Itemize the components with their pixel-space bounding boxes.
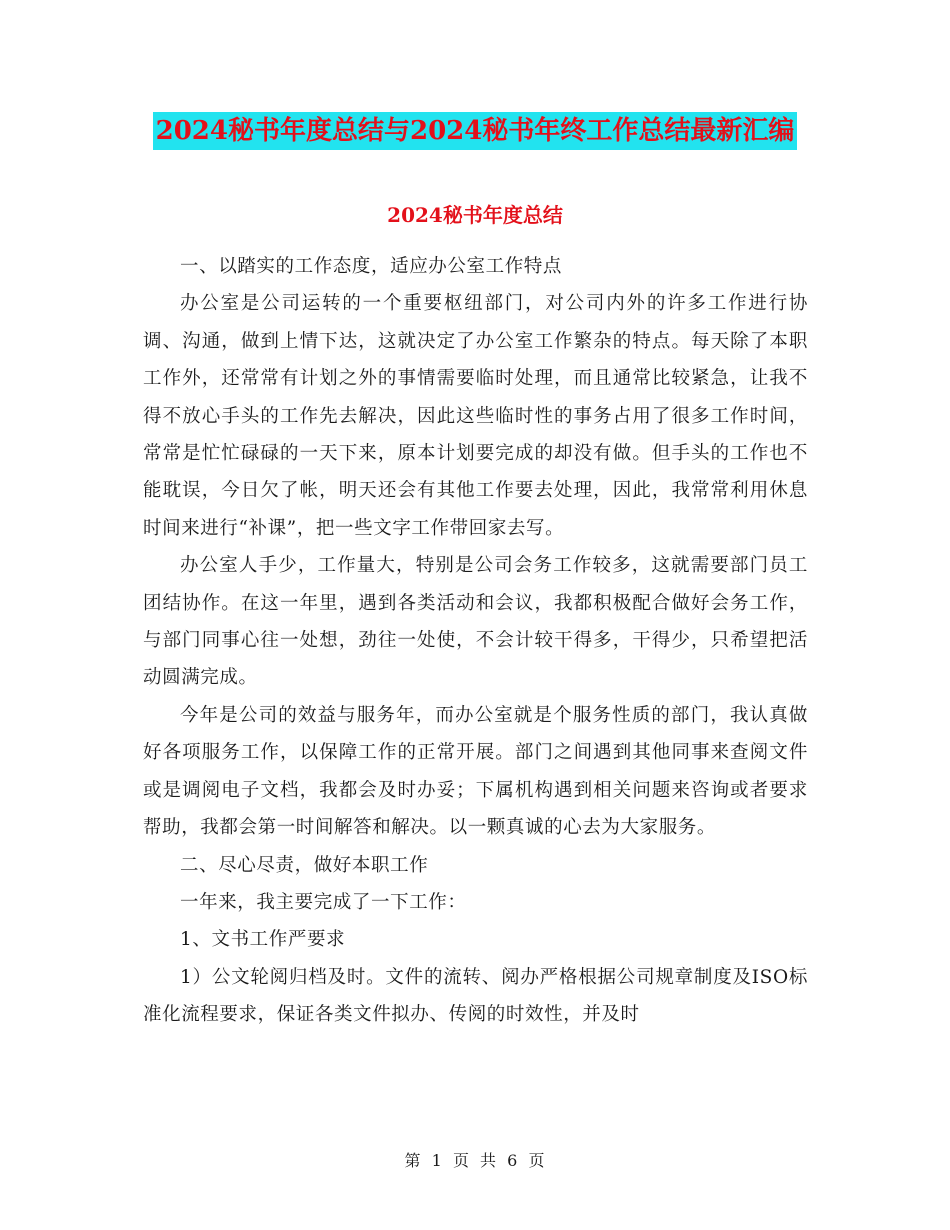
paragraph: 办公室是公司运转的一个重要枢纽部门，对公司内外的许多工作进行协调、沟通，做到上情下达，这就决定了办公室工作繁杂的特点。每天除了本职工作外，还常常有计划之外的事情需要临时处理，而且通常比较紧急，让我不得不放心手头的工作先去解决，因此这些临时性的事务占用了很多工作时间，常常是忙忙碌碌的一天下来，原本计划要完成的却没有做。但手头的工作也不能耽误，今日欠了帐，明天还会有其他工作要去处理，因此，我常常利用休息时间来进行“补课”，把一些文字工作带回家去写。	[143, 293, 808, 539]
footer-prefix: 第	[404, 1151, 422, 1170]
paragraph: 办公室人手少，工作量大，特别是公司会务工作较多，这就需要部门员工团结协作。在这一年里，遇到各类活动和会议，我都积极配合做好会务工作，与部门同事心往一处想，劲往一处使，不会计较干得多，干得少，只希望把活动圆满完成。	[143, 555, 808, 689]
paragraph-subheading: 1、文书工作严要求	[180, 929, 346, 951]
paragraph: 今年是公司的效益与服务年，而办公室就是个服务性质的部门，我认真做好各项服务工作，以保障工作的正常开展。部门之间遇到其他同事来查阅文件或是调阅电子文档，我都会及时办妥；下属机构遇到相关问题来咨询或者要求帮助，我都会第一时间解答和解决。以一颗真诚的心去为大家服务。	[143, 704, 808, 839]
footer-page-label: 页	[452, 1151, 470, 1170]
document-body	[143, 248, 808, 1034]
paragraph-heading-1: 一、以踏实的工作态度，适应办公室工作特点	[180, 256, 563, 277]
footer-total-suffix: 页	[528, 1151, 546, 1170]
document-title: 2024秘书年度总结与2024秘书年终工作总结最新汇编	[153, 112, 798, 150]
page-footer	[0, 1148, 950, 1171]
footer-page-number: 1	[431, 1151, 443, 1170]
paragraph: 1）公文轮阅归档及时。文件的流转、阅办严格根据公司规章制度及ISO标准化流程要求，保证各类文件拟办、传阅的时效性，并及时	[143, 966, 808, 1026]
section-title: 2024秘书年度总结	[387, 203, 563, 227]
footer-total-pages: 6	[507, 1151, 519, 1170]
footer-total-label: 共	[480, 1151, 498, 1170]
paragraph: 一年来，我主要完成了一下工作：	[180, 891, 467, 913]
paragraph-heading-2: 二、尽心尽责，做好本职工作	[180, 854, 429, 876]
title-wrapper	[0, 112, 950, 150]
